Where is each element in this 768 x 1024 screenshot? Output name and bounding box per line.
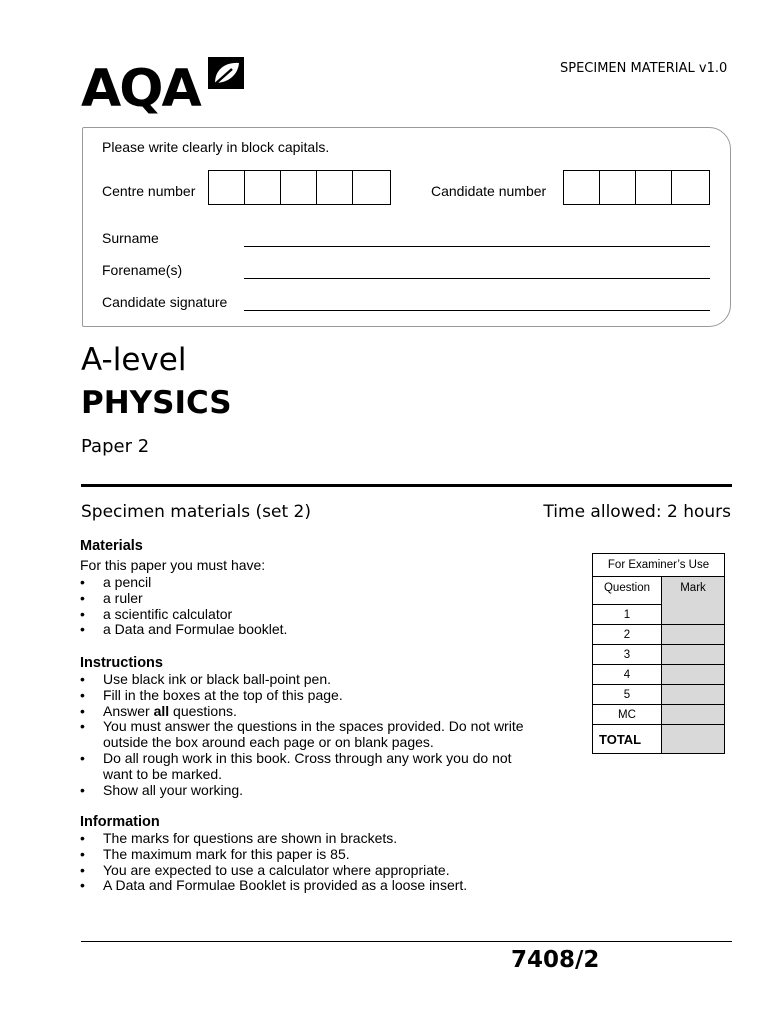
list-item: • a pencil — [80, 575, 540, 591]
information-list — [80, 831, 540, 894]
materials-heading: Materials — [80, 538, 143, 554]
list-item: • The maximum mark for this paper is 85. — [80, 847, 540, 863]
list-item: • a Data and Formulae booklet. — [80, 622, 540, 638]
qualification-level: A-level — [81, 342, 187, 378]
centre-number-digit-box[interactable] — [209, 171, 245, 204]
list-item: • Do all rough work in this book. Cross through any work you do not want to be marked. — [80, 751, 540, 783]
forenames-line[interactable] — [244, 278, 710, 279]
specimen-material-label: SPECIMEN MATERIAL v1.0 — [560, 61, 728, 76]
candidate-number-digit-box[interactable] — [672, 171, 708, 204]
centre-number-digit-box[interactable] — [317, 171, 353, 204]
question-number: 2 — [593, 625, 662, 645]
surname-label: Surname — [102, 230, 159, 246]
list-item: • A Data and Formulae Booklet is provided as a loose insert. — [80, 878, 540, 894]
mark-cell[interactable] — [662, 645, 725, 665]
signature-label: Candidate signature — [102, 294, 228, 310]
mark-cell[interactable] — [662, 705, 725, 725]
block-capitals-instruction: Please write clearly in block capitals. — [102, 139, 330, 155]
candidate-number-digit-box[interactable] — [636, 171, 672, 204]
question-number: 3 — [593, 645, 662, 665]
mark-cell[interactable] — [662, 665, 725, 685]
list-item: • You must answer the questions in the spaces provided. Do not write outside the box around each page or on blank pages. — [80, 719, 540, 751]
list-item: • a scientific calculator — [80, 607, 540, 623]
information-heading: Information — [80, 814, 160, 830]
list-item: • Use black ink or black ball-point pen. — [80, 672, 540, 688]
materials-intro: For this paper you must have: — [80, 557, 266, 573]
examiner-use-table — [592, 553, 725, 754]
paper-code: 7408/2 — [511, 947, 600, 973]
centre-number-digit-box[interactable] — [281, 171, 317, 204]
answer-all-emphasis: all — [153, 702, 170, 719]
title-divider — [81, 484, 732, 487]
question-number: 1 — [593, 605, 662, 625]
footer-divider — [81, 941, 732, 942]
question-number: MC — [593, 705, 662, 725]
paper-number: Paper 2 — [81, 436, 150, 457]
question-number: 5 — [593, 685, 662, 705]
total-mark-cell[interactable] — [662, 725, 725, 754]
centre-number-label: Centre number — [102, 183, 196, 199]
signature-line[interactable] — [244, 310, 710, 311]
question-number: 4 — [593, 665, 662, 685]
list-item: • You are expected to use a calculator where appropriate. — [80, 863, 540, 879]
list-item: • The marks for questions are shown in brackets. — [80, 831, 540, 847]
candidate-number-digit-box[interactable] — [600, 171, 636, 204]
aqa-logo: AQA — [81, 59, 200, 119]
candidate-number-boxes[interactable] — [563, 170, 710, 205]
mark-cell[interactable] — [662, 685, 725, 705]
question-column-header: Question — [593, 577, 662, 605]
mark-column-header: Mark — [662, 577, 725, 625]
specimen-set-label: Specimen materials (set 2) — [81, 502, 311, 522]
subject-title: PHYSICS — [81, 385, 232, 421]
mark-cell[interactable] — [662, 625, 725, 645]
answer-all-prefix: Answer — [103, 702, 154, 719]
answer-all-suffix: questions. — [169, 702, 237, 719]
centre-number-digit-box[interactable] — [353, 171, 389, 204]
instructions-heading: Instructions — [80, 655, 163, 671]
list-item: • Show all your working. — [80, 783, 540, 799]
instructions-list — [80, 672, 540, 798]
total-label: TOTAL — [593, 725, 662, 754]
examiner-table-title: For Examiner’s Use — [593, 554, 725, 577]
centre-number-digit-box[interactable] — [245, 171, 281, 204]
list-item — [80, 704, 540, 720]
list-item: • a ruler — [80, 591, 540, 607]
centre-number-boxes[interactable] — [208, 170, 391, 205]
materials-list — [80, 575, 540, 638]
candidate-number-digit-box[interactable] — [564, 171, 600, 204]
forenames-label: Forename(s) — [102, 262, 183, 278]
list-item: • Fill in the boxes at the top of this page. — [80, 688, 540, 704]
aqa-leaf-icon — [206, 55, 246, 91]
time-allowed: Time allowed: 2 hours — [543, 502, 731, 522]
candidate-number-label: Candidate number — [431, 183, 547, 199]
surname-line[interactable] — [244, 246, 710, 247]
